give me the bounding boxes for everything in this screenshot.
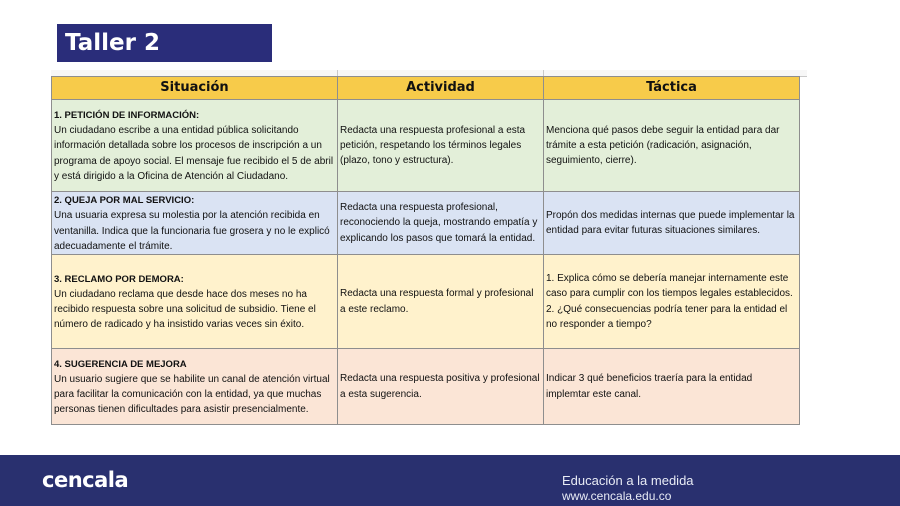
situation-cell	[52, 255, 338, 349]
header-activity: Actividad	[338, 77, 544, 100]
tactic-cell: Menciona qué pasos debe seguir la entidad para dar trámite a esta petición (radicación, asignación, seguimiento, cierre).	[544, 100, 800, 192]
tactic-item-2: 2. ¿Qué consecuencias podría tener para la entidad el no responder a tiempo?	[546, 303, 788, 330]
situation-cell	[52, 192, 338, 255]
cencala-logo: cencala	[42, 468, 129, 492]
header-situation: Situación	[52, 77, 338, 100]
tactic-cell: Indicar 3 qué beneficios traería para la entidad implemtar este canal.	[544, 349, 800, 425]
tactic-item-1: 1. Explica cómo se debería manejar internamente este caso para cumplir con los tiempos legales establecidos.	[546, 273, 793, 300]
activity-cell: Redacta una respuesta formal y profesional a este reclamo.	[338, 255, 544, 349]
situation-title: 2. QUEJA POR MAL SERVICIO:	[54, 195, 195, 206]
slide-title: Taller 2	[57, 24, 272, 62]
situation-text: Un ciudadano reclama que desde hace dos meses no ha recibido respuesta sobre una solicitud de subsidio. Tiene el número de radicado y ha insistido varias veces sin éxito.	[54, 288, 316, 331]
footer-url: www.cencala.edu.co	[562, 489, 672, 503]
activity-cell: Redacta una respuesta profesional, reconociendo la queja, mostrando empatía y explicando los pasos que tomará la entidad.	[338, 192, 544, 255]
workshop-table	[51, 76, 800, 425]
activity-cell: Redacta una respuesta positiva y profesional a esta sugerencia.	[338, 349, 544, 425]
situation-cell	[52, 100, 338, 192]
situation-title: 4. SUGERENCIA DE MEJORA	[54, 358, 187, 370]
situation-cell	[52, 349, 338, 425]
tactic-cell	[544, 255, 800, 349]
table-row	[52, 349, 800, 425]
activity-cell: Redacta una respuesta profesional a esta petición, respetando los términos legales (plazo, tono y estructura).	[338, 100, 544, 192]
situation-text: Un ciudadano escribe a una entidad pública solicitando información detallada sobre los procesos de inscripción a un programa de apoyo social. El mensaje fue recibido el 5 de abril y está dirigido a la Oficina de Atención al Ciudadano.	[54, 125, 334, 182]
situation-title: 3. RECLAMO POR DEMORA:	[54, 273, 184, 285]
table-row	[52, 100, 800, 192]
table-row	[52, 192, 800, 255]
tactic-cell: Propón dos medidas internas que puede implementar la entidad para evitar futuras situaciones similares.	[544, 192, 800, 255]
situation-title: 1. PETICIÓN DE INFORMACIÓN:	[54, 109, 200, 121]
situation-text: Un usuario sugiere que se habilite un canal de atención virtual para facilitar la comunicación con la entidad, ya que muchas personas tienen dificultades para asistir presencialmente.	[54, 373, 330, 416]
header-tactic: Táctica	[544, 77, 800, 100]
footer-bar	[0, 455, 900, 506]
table-row	[52, 255, 800, 349]
table-header-row	[52, 77, 800, 100]
footer-slogan: Educación a la medida	[562, 473, 694, 488]
situation-text: Una usuaria expresa su molestia por la atención recibida en ventanilla. Indica que la funcionaria fue grosera y no le explicó adecuadamente el trámite.	[54, 210, 330, 252]
